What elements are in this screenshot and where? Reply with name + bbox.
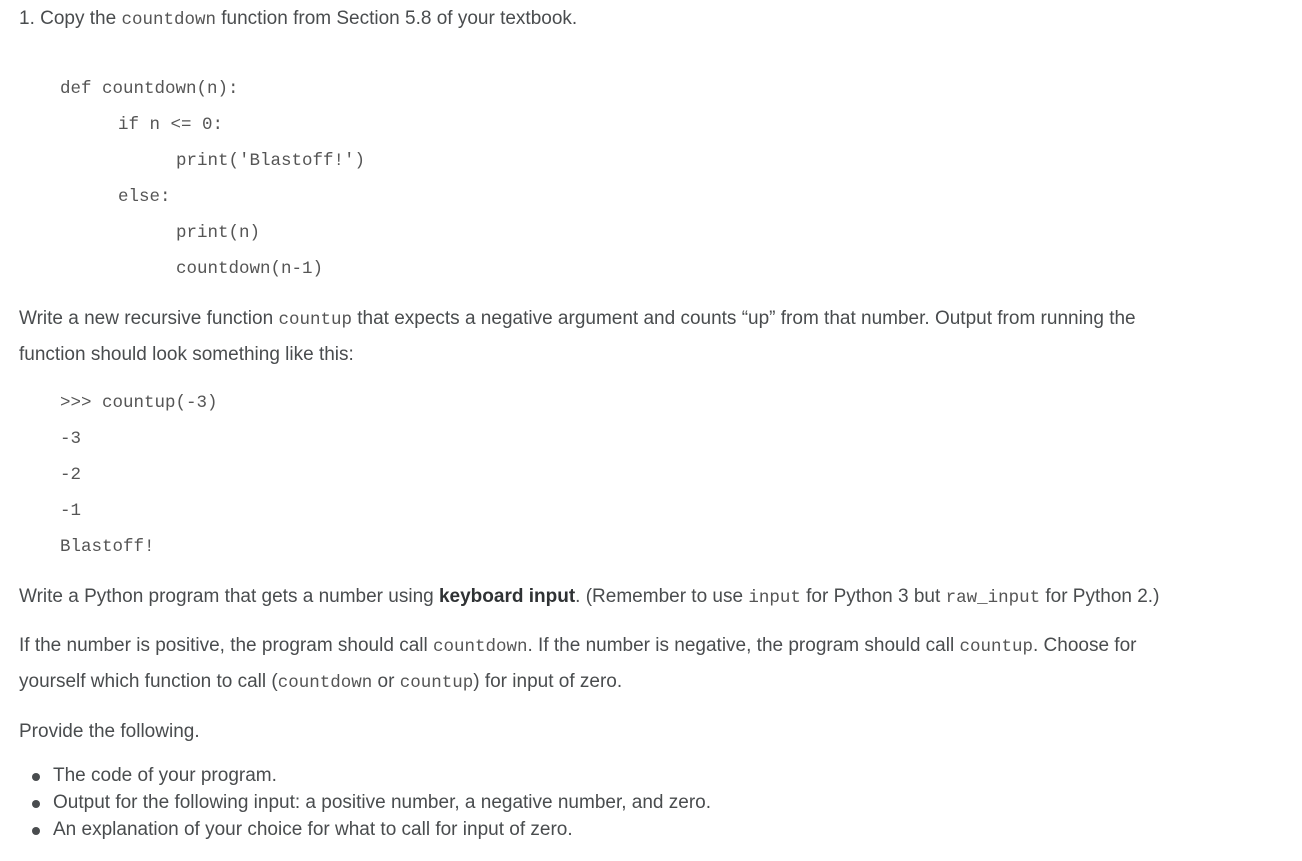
paragraph-text: for Python 3 but	[800, 586, 946, 607]
inline-code-countdown: countdown	[277, 673, 373, 693]
list-item	[19, 816, 711, 843]
paragraph-text: yourself which function to call (	[19, 671, 278, 692]
list-item	[19, 762, 711, 789]
output-line: Blastoff!	[60, 537, 155, 557]
inline-code-countdown: countdown	[121, 10, 216, 30]
task-intro	[19, 6, 577, 33]
bullet-icon	[32, 773, 40, 781]
countup-paragraph-line1	[19, 306, 1136, 333]
inline-code-countdown: countdown	[432, 637, 528, 657]
task-intro-text-end: function from Section 5.8 of your textbook.	[215, 8, 578, 29]
paragraph-text: . Choose for	[1032, 635, 1137, 656]
provide-list	[19, 762, 711, 843]
paragraph-text: . If the number is negative, the program should call	[527, 635, 960, 656]
bullet-icon	[32, 827, 40, 835]
code-line: if n <= 0:	[118, 115, 224, 135]
code-line: countdown(n-1)	[176, 259, 324, 279]
keyboard-input-paragraph	[19, 584, 1159, 611]
paragraph-text: Write a Python program that gets a number using	[19, 586, 439, 607]
inline-code-countup: countup	[278, 310, 352, 330]
code-line: print(n)	[176, 223, 261, 243]
countup-paragraph-line2: function should look something like this:	[19, 344, 354, 365]
output-line: -3	[60, 429, 82, 449]
rules-paragraph-line1	[19, 633, 1136, 660]
output-line: -1	[60, 501, 82, 521]
inline-code-raw-input: raw_input	[945, 588, 1041, 608]
task-number: 1.	[19, 8, 35, 29]
code-line: def countdown(n):	[60, 79, 239, 99]
list-item	[19, 789, 711, 816]
paragraph-text: ) for input of zero.	[473, 671, 623, 692]
paragraph-text: . (Remember to use	[575, 586, 749, 607]
output-line: -2	[60, 465, 82, 485]
rules-paragraph-line2	[19, 669, 622, 696]
bullet-icon	[32, 800, 40, 808]
paragraph-text: If the number is positive, the program should call	[19, 635, 433, 656]
paragraph-text: that expects a negative argument and counts “up” from that number. Output from running the	[351, 308, 1136, 329]
task-intro-text: Copy the	[40, 8, 122, 29]
inline-code-countup: countup	[399, 673, 474, 693]
list-item-text: Output for the following input: a positive number, a negative number, and zero.	[53, 792, 712, 813]
code-line: print('Blastoff!')	[176, 151, 366, 171]
list-item-text: An explanation of your choice for what to call for input of zero.	[53, 819, 573, 840]
inline-code-input: input	[748, 588, 801, 608]
output-line: >>> countup(-3)	[60, 393, 218, 413]
code-line: else:	[118, 187, 171, 207]
list-item-text: The code of your program.	[53, 765, 277, 786]
bold-keyboard-input: keyboard input	[438, 586, 576, 607]
inline-code-countup: countup	[959, 637, 1033, 657]
paragraph-text: for Python 2.)	[1040, 586, 1160, 607]
paragraph-text: or	[372, 671, 400, 692]
provide-heading: Provide the following.	[19, 721, 200, 742]
paragraph-text: Write a new recursive function	[19, 308, 279, 329]
